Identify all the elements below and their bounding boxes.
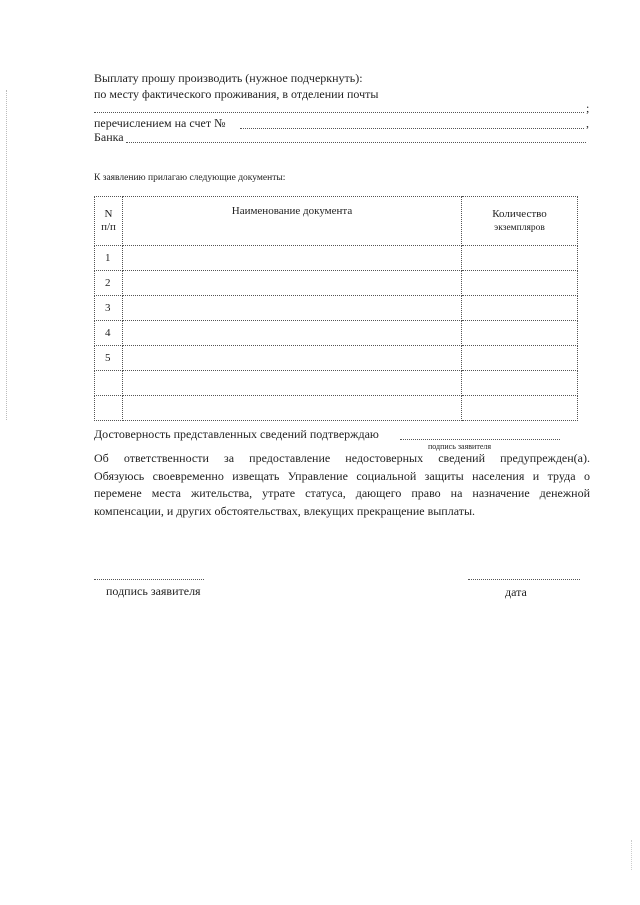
quantity-cell bbox=[462, 246, 578, 271]
table-row bbox=[95, 371, 578, 396]
table-row bbox=[95, 296, 578, 321]
responsibility-line-1: Об ответственности за предоставление недостоверных сведений предупрежден(а). bbox=[94, 451, 590, 465]
table-row bbox=[95, 346, 578, 371]
date-line bbox=[468, 579, 580, 580]
account-number-line bbox=[240, 128, 584, 129]
confirmation-signature-line bbox=[400, 439, 560, 440]
quantity-cell bbox=[462, 396, 578, 421]
bank-label: Банка bbox=[94, 130, 124, 144]
table-row bbox=[95, 396, 578, 421]
applicant-signature-line bbox=[94, 579, 204, 580]
row-number: 3 bbox=[95, 296, 123, 321]
row-number: 5 bbox=[95, 346, 123, 371]
payment-option-post: по месту фактического проживания, в отделении почты bbox=[94, 87, 379, 101]
document-name-cell bbox=[123, 321, 462, 346]
applicant-signature-caption: подпись заявителя bbox=[106, 584, 201, 598]
responsibility-line-4: компенсации, и других обстоятельствах, влекущих прекращение выплаты. bbox=[94, 503, 476, 518]
document-name-cell bbox=[123, 296, 462, 321]
document-name-cell bbox=[123, 246, 462, 271]
quantity-cell bbox=[462, 346, 578, 371]
attachments-intro: К заявлению прилагаю следующие документы: bbox=[94, 173, 286, 183]
row-number bbox=[95, 371, 123, 396]
post-office-line bbox=[94, 112, 584, 113]
col-header-quantity: Количество экземпляров bbox=[462, 197, 578, 246]
row-number: 4 bbox=[95, 321, 123, 346]
responsibility-line-3: перемене места жительства, утрате статуса, дающего право на назначение денежной bbox=[94, 486, 590, 500]
quantity-cell bbox=[462, 371, 578, 396]
quantity-cell bbox=[462, 321, 578, 346]
confirmation-signature-caption: подпись заявителя bbox=[428, 442, 492, 451]
col-header-number: N п/п bbox=[95, 197, 123, 246]
row-number: 2 bbox=[95, 271, 123, 296]
table-header-row bbox=[95, 197, 578, 246]
quantity-cell bbox=[462, 271, 578, 296]
payment-option-account: перечислением на счет № bbox=[94, 116, 226, 130]
responsibility-paragraph bbox=[94, 450, 590, 520]
scan-mark bbox=[631, 840, 632, 870]
documents-table bbox=[94, 196, 578, 421]
document-name-cell bbox=[123, 396, 462, 421]
table-row bbox=[95, 321, 578, 346]
col-header-document-name: Наименование документа bbox=[123, 197, 462, 246]
confirmation-text: Достоверность представленных сведений подтверждаю bbox=[94, 427, 379, 441]
document-name-cell bbox=[123, 346, 462, 371]
binder-margin bbox=[6, 90, 7, 420]
quantity-cell bbox=[462, 296, 578, 321]
date-caption: дата bbox=[505, 585, 527, 599]
row-number: 1 bbox=[95, 246, 123, 271]
account-line-end: , bbox=[586, 116, 589, 130]
table-row bbox=[95, 271, 578, 296]
document-name-cell bbox=[123, 371, 462, 396]
post-line-end: ; bbox=[586, 101, 590, 115]
bank-line bbox=[126, 142, 586, 143]
payment-heading: Выплату прошу производить (нужное подчеркнуть): bbox=[94, 71, 363, 85]
table-row bbox=[95, 246, 578, 271]
row-number bbox=[95, 396, 123, 421]
responsibility-line-2: Обязуюсь своевременно извещать Управление социальной защиты населения и труда о bbox=[94, 468, 590, 483]
document-name-cell bbox=[123, 271, 462, 296]
